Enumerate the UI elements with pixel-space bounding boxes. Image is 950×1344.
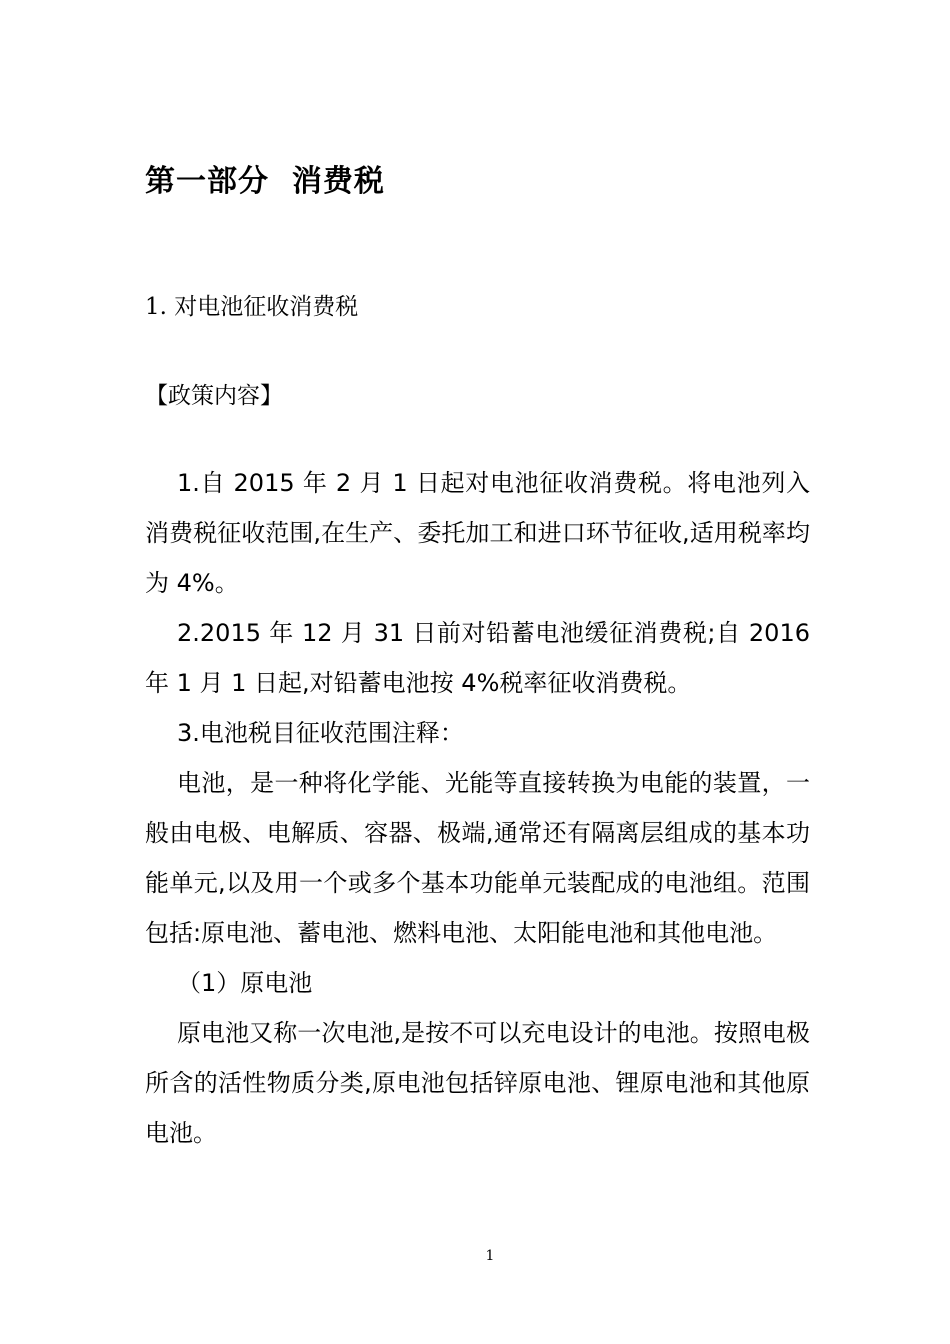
part-title: 第一部分 消费税 bbox=[145, 164, 385, 199]
paragraph-3: 3.电池税目征收范围注释： bbox=[177, 719, 464, 747]
paragraph-battery-definition: 电池，是一种将化学能、光能等直接转换为电能的装置，一般由电极、电解质、容器、极端,通常还有隔离层组成的基本功能单元,以及用一个或多个基本功能单元装配成的电池组。范围包括:原电池、蓄电池、燃料电池、太阳能电池和其他电池。 bbox=[145, 769, 810, 947]
paragraph-primary-battery: 原电池又称一次电池,是按不可以充电设计的电池。按照电极所含的活性物质分类,原电池包括锌原电池、锂原电池和其他原电池。 bbox=[145, 1019, 810, 1147]
subheading-primary-battery: （1）原电池 bbox=[177, 969, 313, 997]
paragraph-2: 2.2015 年 12 月 31 日前对铅蓄电池缓征消费税;自 2016 年 1 月 1 日起,对铅蓄电池按 4%税率征收消费税。 bbox=[145, 619, 810, 697]
page-number: 1 bbox=[485, 1248, 495, 1264]
policy-header: 【政策内容】 bbox=[145, 383, 283, 409]
policy-body bbox=[145, 458, 810, 1158]
paragraph-1: 1.自 2015 年 2 月 1 日起对电池征收消费税。将电池列入消费税征收范围,在生产、委托加工和进口环节征收,适用税率均为 4%。 bbox=[145, 469, 810, 597]
section-title: 1. 对电池征收消费税 bbox=[145, 294, 359, 320]
